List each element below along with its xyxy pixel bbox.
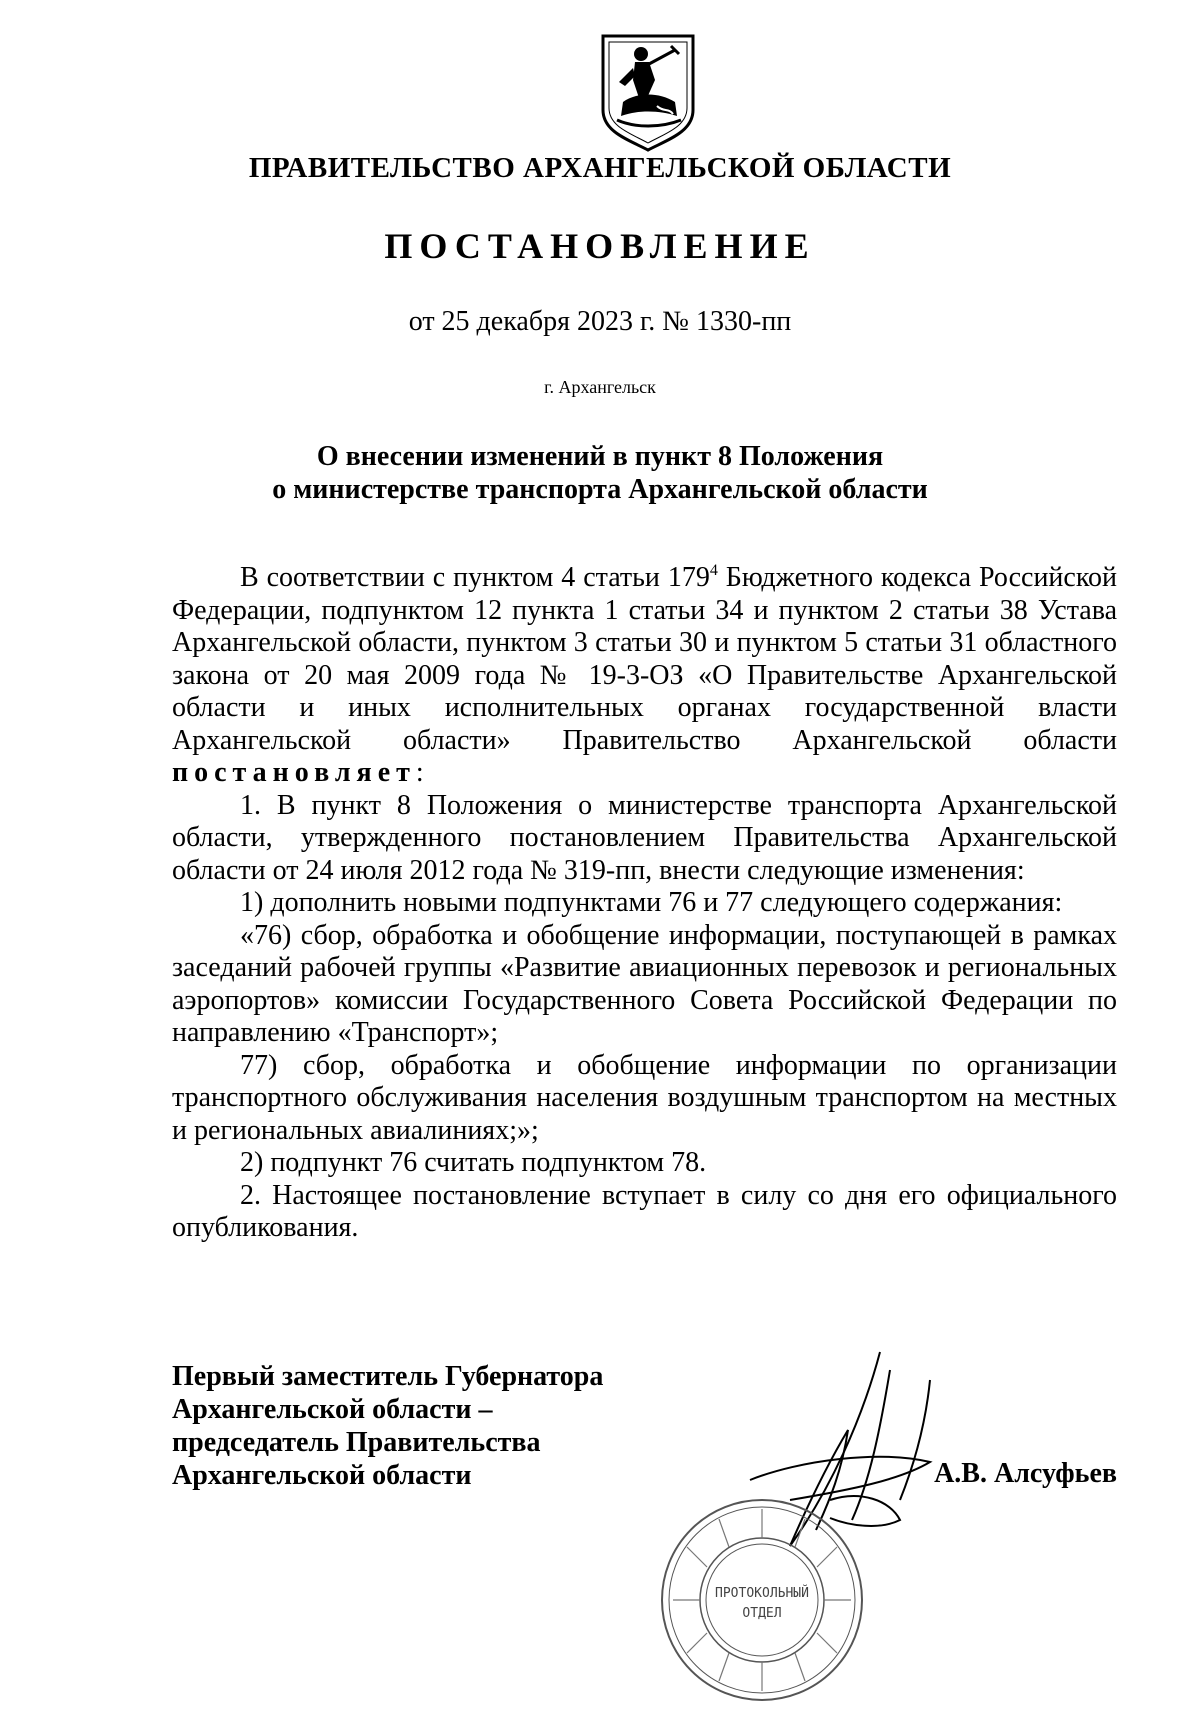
document-body <box>172 562 1117 1245</box>
signer-name: А.В. Алсуфьев <box>934 1458 1117 1489</box>
signer-position-line-2: Архангельской области – <box>172 1394 493 1425</box>
document-date-number: от 25 декабря 2023 г. № 1330-пп <box>408 306 792 337</box>
document-city: г. Архангельск <box>544 377 656 397</box>
subject-line-2: о министерстве транспорта Архангельской области <box>272 474 928 505</box>
resolves-keyword: постановляет <box>172 757 416 788</box>
preamble-colon: : <box>415 757 424 788</box>
body-paragraph-clause-76: «76) сбор, обработка и обобщение информации, поступающей в рамках заседаний рабочей группы «Развитие авиационных перевозок и региональных аэропортов» комиссии Государственного Совета Российской Федерации по направлению «Транспорт»; <box>172 919 1117 1048</box>
body-paragraph-item-1: 1. В пункт 8 Положения о министерстве транспорта Архангельской области, утвержденного постановлением Правительства Архангельской области от 24 июля 2012 года № 319-пп, внести следующие изменения: <box>172 789 1117 886</box>
body-paragraph-subitem-1: 1) дополнить новыми подпунктами 76 и 77 следующего содержания: <box>240 887 1063 918</box>
body-paragraph-preamble <box>172 562 1117 790</box>
signer-position <box>172 1360 603 1492</box>
signer-position-line-4: Архангельской области <box>172 1460 472 1491</box>
subject-line-1: О внесении изменений в пункт 8 Положения <box>316 441 884 472</box>
preamble-text-main: Бюджетного кодекса Российской Федерации, подпунктом 12 пункта 1 статьи 34 и пунктом 2 статьи 38 Устава Архангельской области, пунктом 3 статьи 30 и пунктом 5 статьи 31 областного закона от 20 мая 2009 года № 19-3-ОЗ «О Правительстве Архангельской области и иных исполнительных органах государственной власти Архангельской области» Правительство Архангельской области <box>172 562 1118 756</box>
seal-center-line-1: ПРОТОКОЛЬНЫЙ <box>715 1586 809 1601</box>
seal-center-line-2: ОТДЕЛ <box>742 1606 782 1621</box>
document-type-heading: ПОСТАНОВЛЕНИЕ <box>384 226 816 266</box>
official-seal-stamp <box>655 1495 870 1705</box>
body-paragraph-subitem-2: 2) подпункт 76 считать подпунктом 78. <box>240 1147 707 1178</box>
coat-of-arms-emblem <box>597 32 699 152</box>
signer-position-line-1: Первый заместитель Губернатора <box>172 1361 604 1392</box>
organization-title: ПРАВИТЕЛЬСТВО АРХАНГЕЛЬСКОЙ ОБЛАСТИ <box>248 152 952 184</box>
body-paragraph-clause-77: 77) сбор, обработка и обобщение информации по организации транспортного обслуживания населения воздушным транспортом на местных и региональных авиалиниях;»; <box>172 1049 1117 1146</box>
signer-position-line-3: председатель Правительства <box>172 1427 541 1458</box>
preamble-text-start: В соответствии с пунктом 4 статьи 179 <box>240 562 710 593</box>
document-subject <box>0 440 1200 506</box>
body-paragraph-item-2: 2. Настоящее постановление вступает в силу со дня его официального опубликования. <box>172 1179 1117 1243</box>
article-superscript: 4 <box>709 562 718 579</box>
